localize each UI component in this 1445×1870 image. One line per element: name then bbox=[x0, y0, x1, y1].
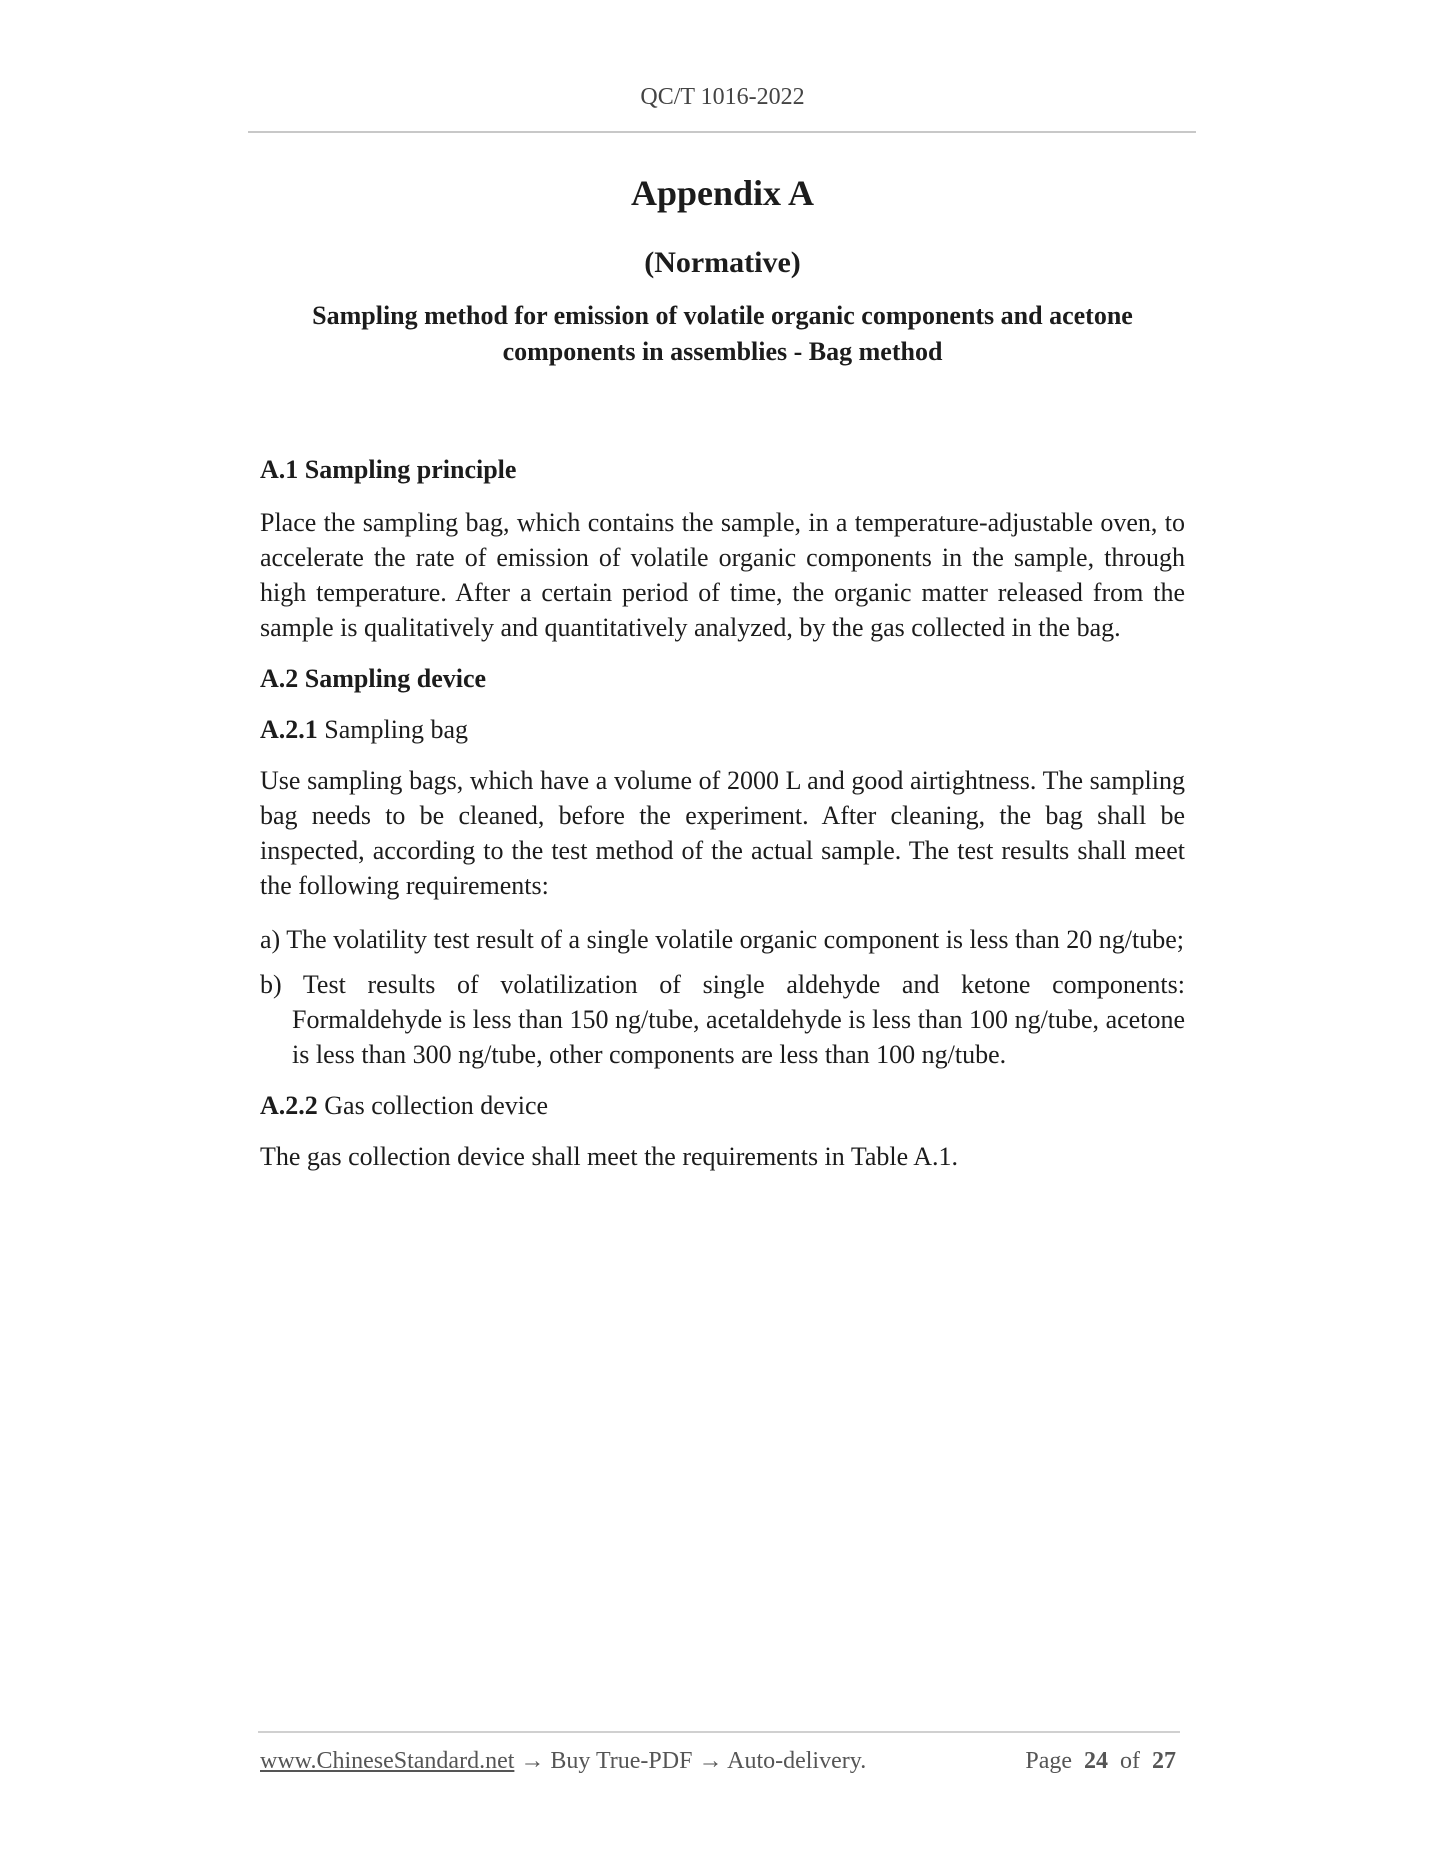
clause-number-a22: A.2.2 bbox=[260, 1091, 318, 1120]
footer-promo bbox=[260, 1748, 866, 1775]
clause-a22-paragraph: The gas collection device shall meet the requirements in Table A.1. bbox=[260, 1142, 959, 1171]
appendix-subtitle-line-1: Sampling method for emission of volatile organic components and acetone bbox=[312, 301, 1133, 330]
section-a1-paragraph: Place the sampling bag, which contains the sample, in a temperature-adjustable oven, to accelerate the rate of emission of volatile organic components in the sample, through high temperature. After a certain period of time, the organic matter released from the sample is qualitatively and quantitatively analyzed, by the gas collected in the bag. bbox=[260, 508, 1185, 642]
section-heading-a1: A.1 Sampling principle bbox=[260, 455, 517, 484]
clause-heading-a21 bbox=[260, 712, 1185, 747]
clause-a21-paragraph: Use sampling bags, which have a volume of 2000 L and good airtightness. The sampling bag needs to be cleaned, before the experiment. After cleaning, the bag shall be inspected, according to the test method of the actual sample. The test results shall meet the following requirements: bbox=[260, 766, 1185, 900]
appendix-subtitle-line-2: components in assemblies - Bag method bbox=[502, 337, 943, 366]
clause-title-a22: Gas collection device bbox=[317, 1091, 549, 1120]
clause-heading-a22 bbox=[260, 1088, 1185, 1123]
appendix-normative-label: (Normative) bbox=[644, 246, 801, 279]
page-current: 24 bbox=[1084, 1748, 1108, 1774]
page-label: Page bbox=[1025, 1748, 1072, 1774]
requirement-item-b: b) Test results of volatilization of single aldehyde and ketone components: Formaldehyde is less than 150 ng/tube, acetaldehyde is less than 100 ng/tube, acetone is less than 300 ng/tube, other components are less than 100 ng/tube. bbox=[260, 970, 1185, 1069]
section-heading-a2: A.2 Sampling device bbox=[260, 664, 487, 693]
page-number bbox=[1025, 1748, 1176, 1775]
document-code: QC/T 1016-2022 bbox=[640, 84, 805, 110]
appendix-title: Appendix A bbox=[630, 173, 815, 213]
footer-divider bbox=[258, 1731, 1180, 1733]
clause-title-a21: Sampling bag bbox=[317, 715, 468, 744]
website-link[interactable]: www.ChineseStandard.net bbox=[260, 1748, 515, 1774]
clause-number-a21: A.2.1 bbox=[260, 715, 318, 744]
footer-tagline: → Buy True-PDF → Auto-delivery. bbox=[514, 1748, 867, 1774]
appendix-subtitle bbox=[280, 298, 1165, 370]
requirement-item-a: a) The volatility test result of a single volatile organic component is less than 20 ng/tube; bbox=[260, 925, 1185, 954]
header-divider bbox=[248, 131, 1196, 133]
document-body bbox=[260, 452, 1185, 1174]
page-of-label: of bbox=[1120, 1748, 1140, 1774]
page-total: 27 bbox=[1152, 1748, 1176, 1774]
page-footer bbox=[260, 1748, 1180, 1782]
